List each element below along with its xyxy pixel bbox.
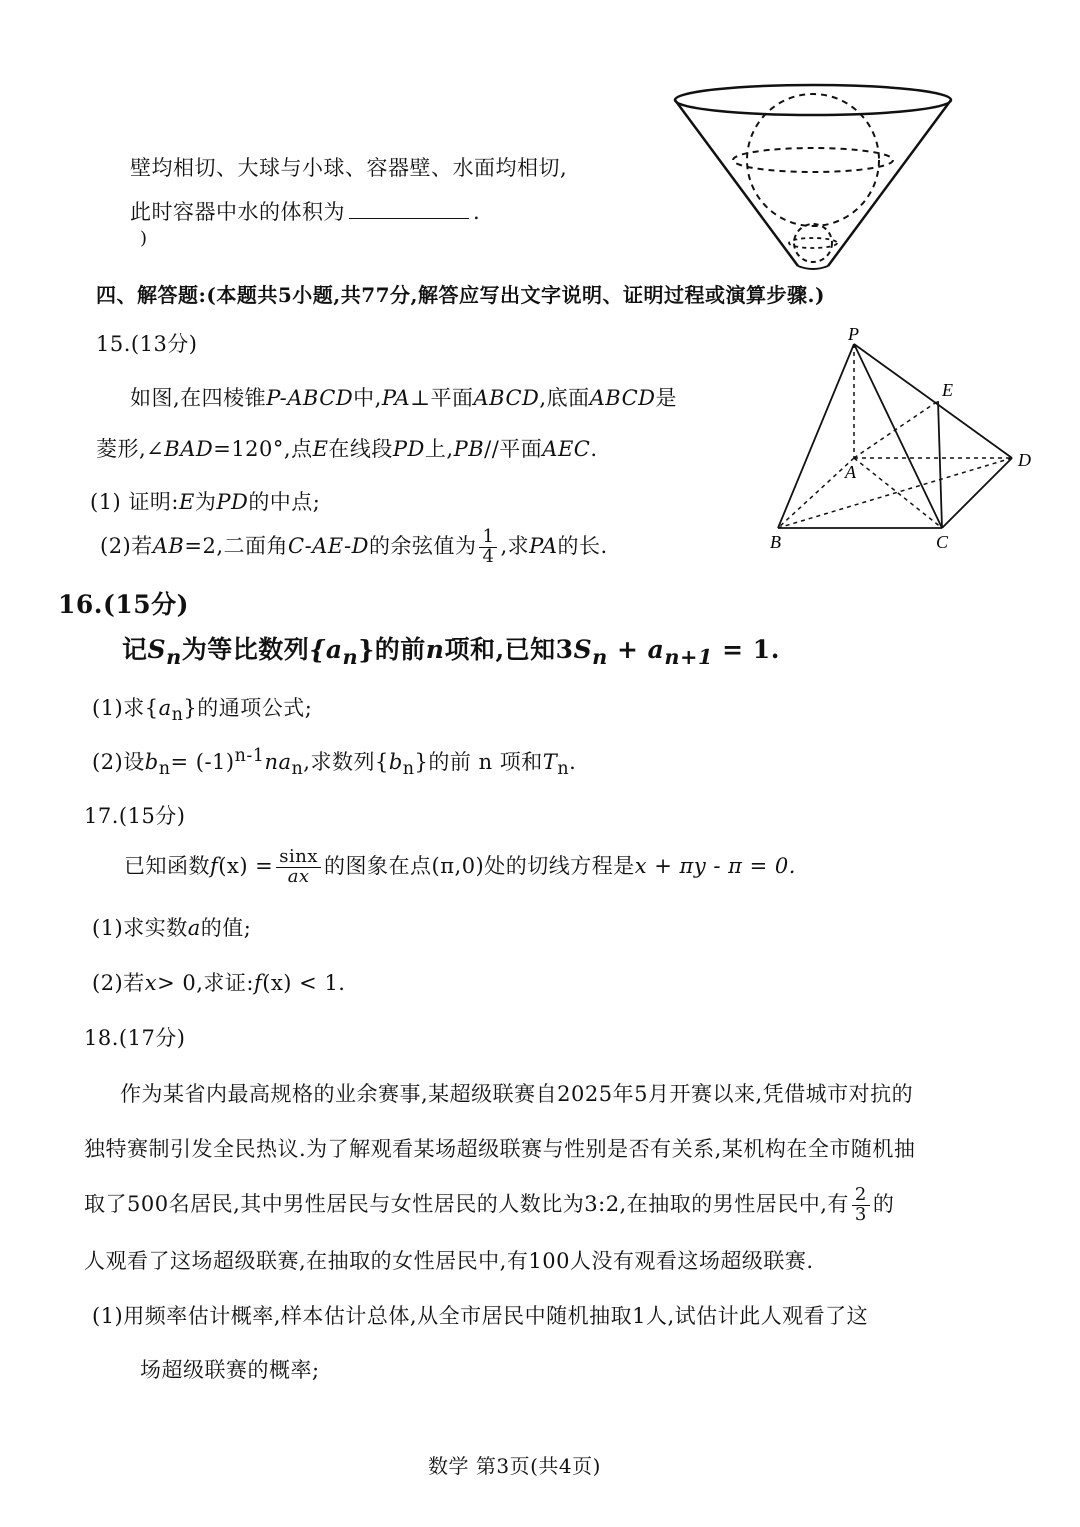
- q16-p1-c: }的通项公式;: [183, 696, 313, 720]
- q16-p1-a: (1)求{: [92, 696, 159, 720]
- q17-header: 17.(15分): [84, 804, 186, 828]
- segment-AC: [854, 458, 942, 528]
- q17-frac-num: sinx: [276, 848, 321, 868]
- label-C: C: [936, 532, 949, 552]
- q15-l2-e: 在线段: [328, 437, 393, 461]
- q15-l1-f: ABCD: [473, 386, 540, 410]
- q17-fraction: [276, 848, 321, 887]
- q17-p2-d: f: [253, 971, 263, 995]
- q17-s-c: (x) =: [218, 853, 274, 878]
- q15-l1-c: 中,: [353, 386, 382, 410]
- q15-l1-h: ABCD: [589, 386, 656, 410]
- q18-frac-num: 2: [852, 1186, 870, 1206]
- q18-fraction: [852, 1186, 870, 1225]
- q16-p2-g: }的前 n 项和: [414, 750, 543, 774]
- q15-l1-b: P-ABCD: [266, 386, 354, 410]
- q16-s-a: 记: [122, 635, 148, 664]
- label-A: A: [845, 462, 856, 482]
- page-footer: 数学 第3页(共4页): [428, 1454, 601, 1478]
- edge-PB: [778, 344, 854, 528]
- q17-part2: [92, 967, 345, 997]
- q15-l1-e: ⊥平面: [410, 386, 474, 410]
- q15-l2-h: PB: [453, 437, 485, 461]
- q16-s-g: n: [425, 635, 445, 664]
- q15-p2-a: (2)若: [100, 533, 153, 558]
- q14-text-line2-suffix: .: [473, 200, 481, 224]
- q16-s-j: +: [607, 635, 648, 664]
- q16-s-e: }: [358, 635, 375, 664]
- q16-part1: [92, 692, 312, 725]
- q15-part1: [90, 486, 320, 516]
- q17-p2-b: x: [144, 971, 158, 995]
- q16-p2-c-sup: n-1: [234, 746, 265, 766]
- q15-p1-a: (1) 证明:: [90, 490, 179, 514]
- q17-p1-a: (1)求实数: [92, 916, 188, 940]
- q17-statement: [124, 848, 796, 887]
- q15-p1-e: 的中点;: [248, 490, 321, 514]
- q18-part1-line2: 场超级联赛的概率;: [140, 1358, 320, 1382]
- q16-header: 16.(15分): [58, 590, 189, 619]
- cone-tip: [798, 266, 828, 269]
- q16-p2-d: na: [264, 750, 292, 774]
- q18-l3-b: 的: [872, 1191, 895, 1216]
- q15-l1-d: PA: [381, 386, 411, 410]
- q15-l2-i: //平面: [484, 437, 543, 461]
- q16-p2-d-sub: n: [291, 759, 304, 780]
- q18-l3-a: 取了500名居民,其中男性居民与女性居民的人数比为3:2,在抽取的男性居民中,有: [84, 1191, 849, 1216]
- edge-AB: [778, 458, 854, 528]
- q15-l2-a: 菱形,∠: [96, 437, 165, 461]
- q16-part2: [92, 746, 576, 779]
- q15-p2-c: =2,二面角: [184, 533, 288, 558]
- q16-statement: [122, 630, 780, 669]
- q15-p1-d: PD: [216, 490, 249, 514]
- q18-line1: 作为某省内最高规格的业余赛事,某超级联赛自2025年5月开赛以来,凭借城市对抗的: [120, 1082, 914, 1106]
- q16-p2-c: = (-1): [170, 750, 235, 774]
- q16-s-i-sub: n: [592, 644, 608, 669]
- q18-line4: 人观看了这场超级联赛,在抽取的女性居民中,有100人没有观看这场超级联赛.: [84, 1249, 814, 1273]
- q17-s-a: 已知函数: [124, 853, 210, 878]
- q16-s-d: {a: [309, 635, 343, 664]
- q17-p2-e: (x) < 1.: [262, 971, 346, 995]
- q17-part1: [92, 912, 251, 942]
- q15-p2-f: ,求: [500, 533, 530, 558]
- q15-part2: [100, 528, 608, 567]
- q15-p2-h: 的长.: [557, 533, 608, 558]
- q18-header: 18.(17分): [84, 1026, 186, 1050]
- q15-p2-d: C-AE-D: [288, 533, 369, 558]
- q17-frac-den: ax: [287, 865, 310, 887]
- q17-p1-c: 的值;: [200, 916, 252, 940]
- q15-frac-num: 1: [479, 528, 497, 548]
- q15-l2-j: AEC: [542, 437, 591, 461]
- q16-s-d-sub: n: [342, 644, 359, 669]
- label-B: B: [770, 532, 781, 552]
- large-sphere-equator: [733, 148, 893, 172]
- q14-text-line2-prefix: 此时容器中水的体积为: [130, 200, 345, 224]
- q16-p2-e: ,求数列{: [303, 750, 389, 774]
- q16-p2-f: b: [388, 750, 403, 774]
- pyramid-figure: [760, 320, 1040, 560]
- q16-s-c: 为等比数列: [181, 635, 310, 664]
- cone-sphere-figure: [670, 80, 960, 275]
- q15-p1-b: E: [179, 490, 195, 514]
- q15-p2-b: AB: [152, 533, 185, 558]
- cone-left-edge: [675, 100, 798, 266]
- label-D: D: [1018, 450, 1031, 470]
- q15-p1-c: 为: [194, 490, 217, 514]
- q17-p1-b: a: [187, 916, 201, 940]
- q15-frac-den: 4: [482, 545, 495, 567]
- answer-blank: [349, 200, 469, 219]
- q16-p2-b: b: [144, 750, 159, 774]
- q17-s-b: f: [210, 853, 219, 878]
- q18-frac-den: 3: [854, 1203, 867, 1225]
- edge-PD: [854, 344, 1012, 458]
- q14-text-line1: 壁均相切、大球与小球、容器壁、水面均相切,: [130, 156, 568, 180]
- q15-header: 15.(13分): [96, 332, 198, 356]
- q16-p2-f-sub: n: [402, 759, 415, 780]
- segment-AE: [854, 401, 938, 458]
- q18-line2: 独特赛制引发全民热议.为了解观看某场超级联赛与性别是否有关系,某机构在全市随机抽: [84, 1137, 916, 1161]
- q15-l1-i: 是: [655, 386, 677, 410]
- q17-p2-c: > 0,求证:: [157, 971, 254, 995]
- small-sphere-equator: [789, 238, 837, 248]
- label-P: P: [848, 324, 859, 344]
- q15-p2-e: 的余弦值为: [368, 533, 477, 558]
- q16-p1-b-sub: n: [171, 705, 184, 726]
- q15-l2-g: 上,: [424, 437, 454, 461]
- q15-cos-fraction: [479, 528, 497, 567]
- q15-l2-k: .: [590, 437, 598, 461]
- q16-p2-h-sub: n: [557, 759, 570, 780]
- q16-p2-i: .: [569, 750, 577, 774]
- cone-rim: [675, 85, 951, 115]
- q16-s-b-sub: n: [166, 644, 182, 669]
- q15-p2-g: PA: [529, 533, 558, 558]
- label-E: E: [942, 380, 953, 400]
- q16-s-f: 的前: [374, 635, 426, 664]
- q16-s-b: S: [147, 635, 167, 664]
- q16-s-h: 项和,已知3: [444, 635, 574, 664]
- stray-mark: ): [140, 228, 148, 249]
- section-heading: 四、解答题:(本题共5小题,共77分,解答应写出文字说明、证明过程或演算步骤.): [96, 283, 825, 307]
- q16-p2-a: (2)设: [92, 750, 145, 774]
- q18-line3: [84, 1186, 894, 1225]
- q16-s-i: S: [573, 635, 593, 664]
- q14-text-line2: [130, 196, 480, 226]
- q16-s-k-sub: n+1: [664, 644, 713, 669]
- q15-l1-g: ,底面: [539, 386, 590, 410]
- q17-s-e: x + πy - π = 0.: [634, 853, 796, 878]
- q15-l2-c: =120°,点: [213, 437, 313, 461]
- q15-l2-b: BAD: [164, 437, 214, 461]
- q18-part1-line1: (1)用频率估计概率,样本估计总体,从全市居民中随机抽取1人,试估计此人观看了这: [92, 1304, 869, 1328]
- q16-s-l: = 1.: [712, 635, 780, 664]
- q16-p1-b: a: [158, 696, 172, 720]
- edge-PC: [854, 344, 942, 528]
- q15-l2-f: PD: [392, 437, 425, 461]
- q15-l1-a: 如图,在四棱锥: [130, 386, 267, 410]
- small-sphere: [794, 224, 832, 262]
- q16-s-k: a: [647, 635, 665, 664]
- q15-l2-d: E: [312, 437, 329, 461]
- q17-s-d: 的图象在点(π,0)处的切线方程是: [324, 853, 635, 878]
- segment-EC: [938, 401, 942, 528]
- q16-p2-h: T: [542, 750, 558, 774]
- cone-right-edge: [828, 100, 951, 266]
- q17-p2-a: (2)若: [92, 971, 145, 995]
- edge-CD: [942, 458, 1012, 528]
- q16-p2-b-sub: n: [158, 759, 171, 780]
- q15-stmt-line2: [96, 433, 598, 463]
- q15-stmt-line1: [130, 382, 677, 412]
